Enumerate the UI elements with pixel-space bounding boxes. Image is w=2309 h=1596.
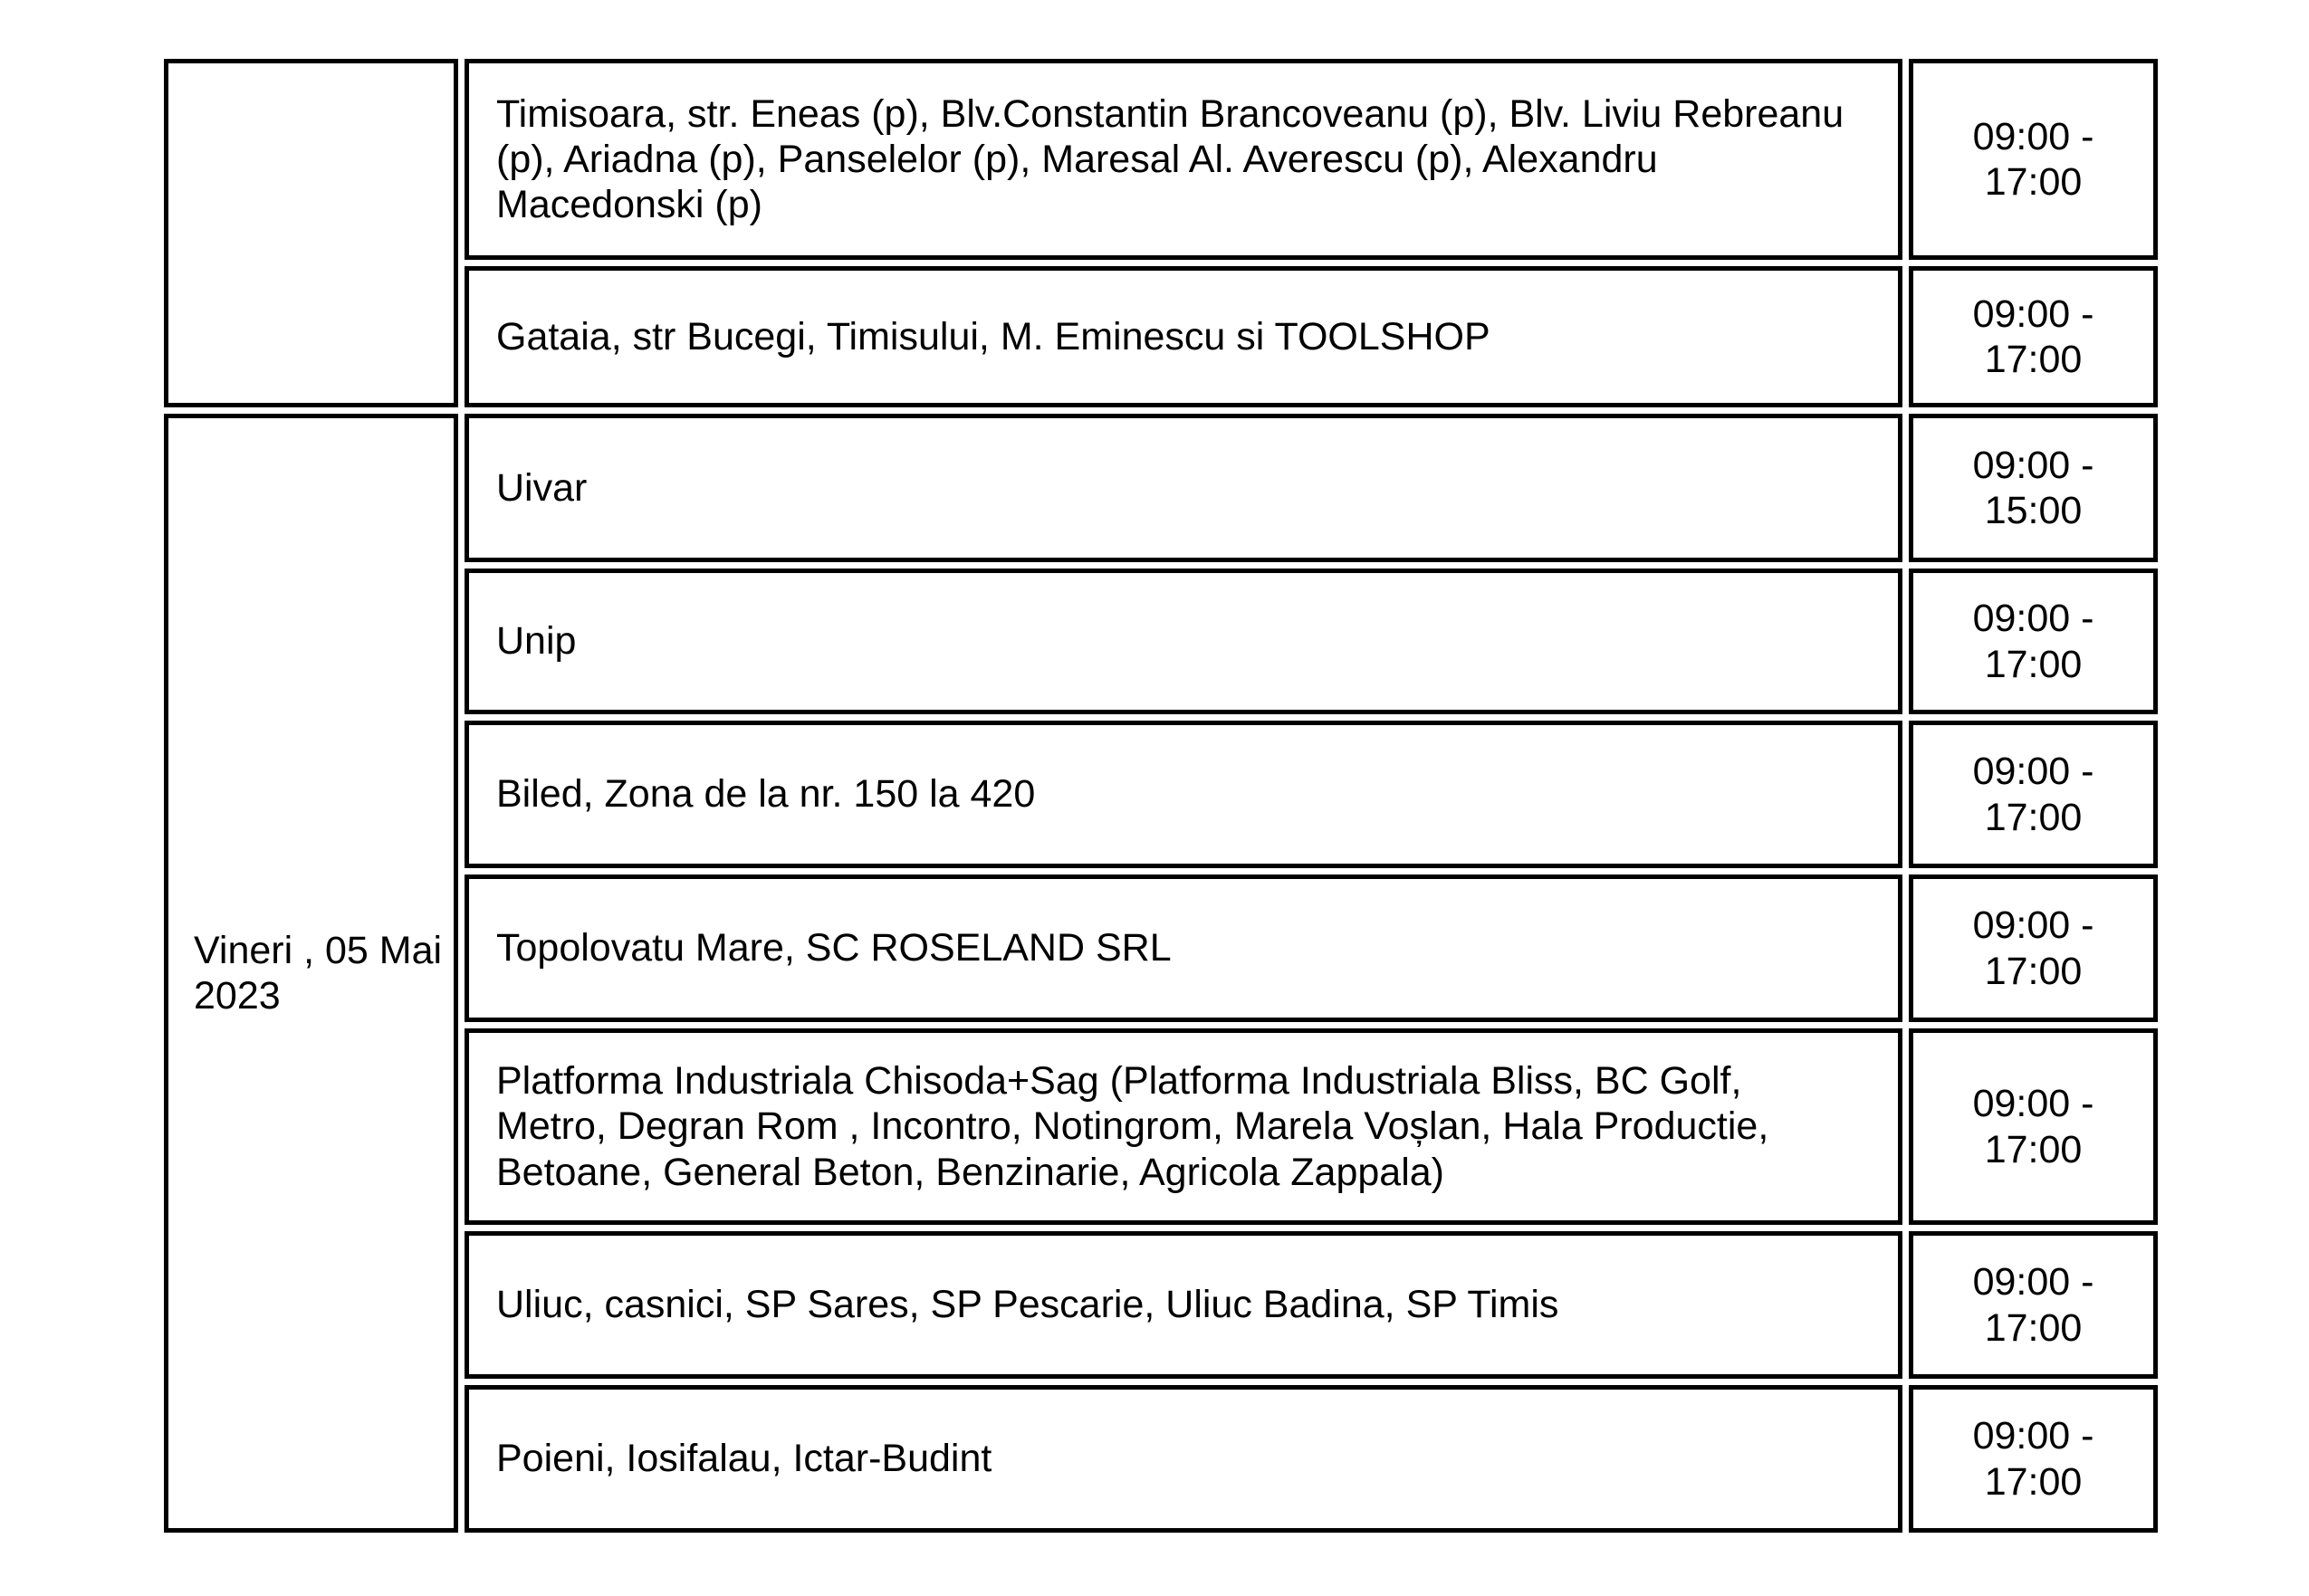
table-row	[164, 266, 2158, 407]
table-row	[164, 59, 2158, 260]
table-row	[164, 1231, 2158, 1379]
time-interval-cell: 09:00 - 17:00	[1909, 569, 2158, 714]
table-row	[164, 1028, 2158, 1225]
location-cell: Biled, Zona de la nr. 150 la 420	[465, 721, 1902, 868]
location-cell: Uliuc, casnici, SP Sares, SP Pescarie, Uliuc Badina, SP Timis	[465, 1231, 1902, 1379]
location-cell: Uivar	[465, 414, 1902, 562]
location-cell: Unip	[465, 569, 1902, 714]
time-interval-cell: 09:00 - 15:00	[1909, 414, 2158, 562]
table-row	[164, 414, 2158, 562]
time-interval-cell: 09:00 - 17:00	[1909, 1385, 2158, 1533]
outage-schedule-table	[158, 53, 2164, 1539]
table-row	[164, 1385, 2158, 1533]
location-cell: Gataia, str Bucegi, Timisului, M. Eminescu si TOOLSHOP	[465, 266, 1902, 407]
time-interval-cell: 09:00 - 17:00	[1909, 1231, 2158, 1379]
time-interval-cell: 09:00 - 17:00	[1909, 1028, 2158, 1225]
location-cell: Timisoara, str. Eneas (p), Blv.Constantin Brancoveanu (p), Blv. Liviu Rebreanu (p), Ariadna (p), Panselelor (p), Maresal Al. Averescu (p), Alexandru Macedonski (p)	[465, 59, 1902, 260]
table-row	[164, 874, 2158, 1022]
time-interval-cell: 09:00 - 17:00	[1909, 59, 2158, 260]
table-row	[164, 569, 2158, 714]
date-cell-group-1	[164, 59, 458, 407]
date-cell-group-2: Vineri , 05 Mai 2023	[164, 414, 458, 1533]
location-cell: Topolovatu Mare, SC ROSELAND SRL	[465, 874, 1902, 1022]
location-cell: Poieni, Iosifalau, Ictar-Budint	[465, 1385, 1902, 1533]
table-row	[164, 721, 2158, 868]
location-cell: Platforma Industriala Chisoda+Sag (Platforma Industriala Bliss, BC Golf, Metro, Degran Rom , Incontro, Notingrom, Marela Voșlan, Hala Productie, Betoane, General Beton, Benzinarie, Agricola Zappala)	[465, 1028, 1902, 1225]
time-interval-cell: 09:00 - 17:00	[1909, 721, 2158, 868]
time-interval-cell: 09:00 - 17:00	[1909, 874, 2158, 1022]
time-interval-cell: 09:00 - 17:00	[1909, 266, 2158, 407]
